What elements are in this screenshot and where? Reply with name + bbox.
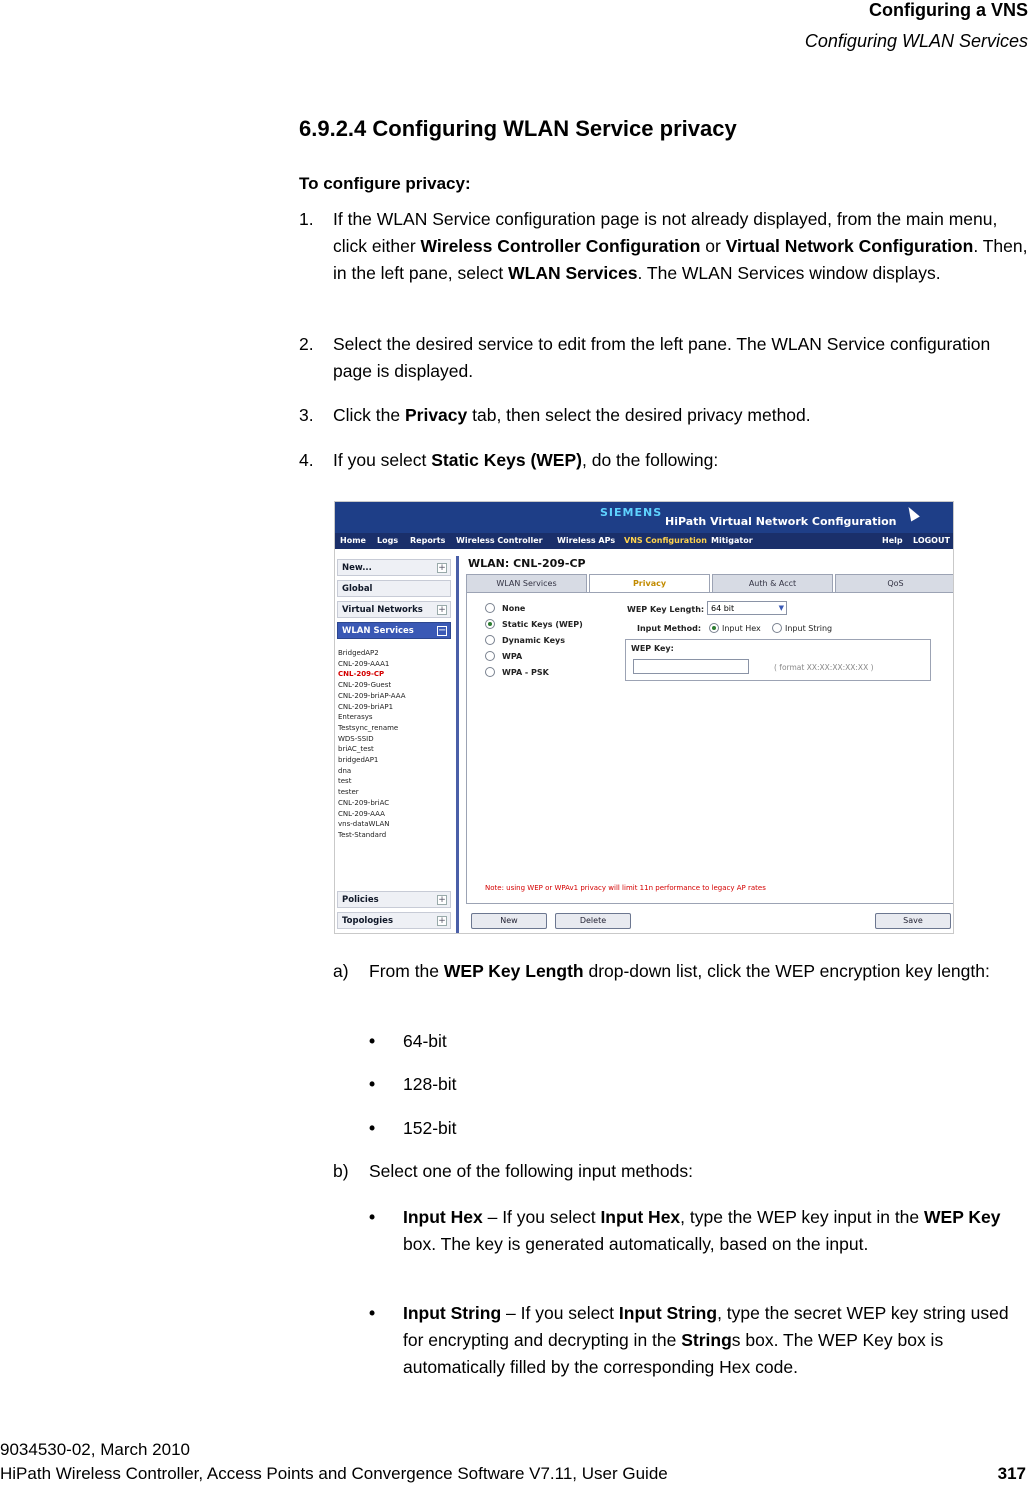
radio-static-keys[interactable] xyxy=(485,619,495,629)
service-item[interactable]: BridgedAP2 xyxy=(338,649,379,657)
nav-wireless-aps[interactable]: Wireless APs xyxy=(557,536,616,545)
app-title: HiPath Virtual Network Configuration xyxy=(665,515,897,528)
expand-icon[interactable]: + xyxy=(438,563,446,573)
tab-wlan-services[interactable]: WLAN Services xyxy=(466,574,587,593)
brand-logo: SIEMENS xyxy=(600,506,663,519)
substep-a xyxy=(333,958,1031,1014)
service-item-selected[interactable]: CNL-209-CP xyxy=(338,670,385,679)
bullet-64bit xyxy=(369,1028,1031,1056)
service-item[interactable]: Test-Standard xyxy=(338,830,387,839)
substep-label: a) xyxy=(333,961,349,981)
service-item[interactable]: briAC_test xyxy=(338,745,374,754)
step-text: If you select Static Keys (WEP), do the following: xyxy=(333,450,719,470)
footer-guide-title: HiPath Wireless Controller, Access Points and Convergence Software V7.11, User Guide xyxy=(0,1464,668,1483)
wep-key-length-select[interactable]: 64 bit ▼ xyxy=(707,601,787,615)
side-virtual-networks[interactable]: Virtual Networks + xyxy=(337,601,451,618)
step-text: If the WLAN Service configuration page is not already displayed, from the main menu, click either Wireless Controller Configuration or Virtual Network Configuration. Then, in the left pane, select WLAN Services. The WLAN Services window displays. xyxy=(333,209,1028,283)
substep-text: From the WEP Key Length drop-down list, click the WEP encryption key length: xyxy=(369,961,990,981)
step-number: 4. xyxy=(299,450,314,470)
bullet-text: Input String – If you select Input String, type the secret WEP key string used for encrypting and decrypting in the Strings box. The WEP Key box is automatically filled by the corresponding Hex code. xyxy=(403,1303,1009,1377)
tab-privacy[interactable]: Privacy xyxy=(589,574,710,593)
step-4 xyxy=(299,447,1031,475)
left-pane xyxy=(335,556,452,934)
radio-wpa-psk[interactable] xyxy=(485,667,495,677)
service-item[interactable]: test xyxy=(338,777,352,786)
bullet-text: 64-bit xyxy=(403,1031,447,1051)
service-item[interactable]: tester xyxy=(338,788,359,797)
wlan-service-list xyxy=(338,648,406,841)
radio-label: Dynamic Keys xyxy=(502,636,566,645)
step-text: Select the desired service to edit from the left pane. The WLAN Service configuration page is displayed. xyxy=(333,334,991,381)
side-new[interactable]: New... + xyxy=(337,559,451,576)
service-item[interactable]: dna xyxy=(338,766,352,775)
app-banner xyxy=(335,502,953,533)
wep-key-input[interactable] xyxy=(633,659,749,674)
service-item[interactable]: WDS-SSID xyxy=(338,734,374,743)
bullet-icon: • xyxy=(369,1118,376,1138)
section-title: 6.9.2.4 Configuring WLAN Service privacy xyxy=(299,116,737,141)
nav-help[interactable]: Help xyxy=(882,536,903,545)
mouse-cursor-icon xyxy=(904,504,920,521)
service-item[interactable]: vns-dataWLAN xyxy=(338,820,390,829)
pane-divider[interactable] xyxy=(456,556,459,934)
service-item[interactable]: Enterasys xyxy=(338,713,373,722)
nav-mitigator[interactable]: Mitigator xyxy=(711,536,753,545)
radio-dynamic-keys[interactable] xyxy=(485,635,495,645)
nav-home[interactable]: Home xyxy=(340,536,366,545)
running-header-subtitle: Configuring WLAN Services xyxy=(804,31,1028,51)
side-global[interactable]: Global xyxy=(337,580,451,597)
tab-auth-acct[interactable]: Auth & Acct xyxy=(712,574,833,593)
tab-qos[interactable]: QoS xyxy=(835,574,954,593)
service-item[interactable]: bridgedAP1 xyxy=(338,756,379,765)
wep-key-label: WEP Key: xyxy=(631,644,674,653)
bullet-input-hex xyxy=(369,1204,1031,1286)
step-1 xyxy=(299,206,1031,316)
bullet-icon: • xyxy=(369,1031,376,1051)
side-policies[interactable]: Policies + xyxy=(337,891,451,908)
step-number: 2. xyxy=(299,334,314,354)
expand-icon[interactable]: + xyxy=(438,916,446,926)
step-number: 1. xyxy=(299,209,314,229)
wep-key-length-label: WEP Key Length: xyxy=(627,605,705,614)
main-menu xyxy=(335,533,953,549)
radio-label: None xyxy=(502,604,526,613)
radio-input-string[interactable] xyxy=(772,623,782,633)
expand-icon[interactable]: + xyxy=(438,605,446,615)
service-item[interactable]: Testsync_rename xyxy=(338,723,399,732)
expand-icon[interactable]: + xyxy=(438,895,446,905)
footer-doc-id: 9034530-02, March 2010 xyxy=(0,1440,190,1459)
bullet-text: 152-bit xyxy=(403,1118,457,1138)
privacy-note: Note: using WEP or WPAv1 privacy will limit 11n performance to legacy AP rates xyxy=(485,884,766,892)
service-item[interactable]: CNL-209-briAP1 xyxy=(338,702,394,711)
page-number: 317 xyxy=(997,1464,1026,1483)
bullet-icon: • xyxy=(369,1074,376,1094)
substep-b xyxy=(333,1158,1031,1186)
step-text: Click the Privacy tab, then select the desired privacy method. xyxy=(333,405,811,425)
procedure-title: To configure privacy: xyxy=(299,174,471,193)
collapse-icon[interactable]: − xyxy=(438,625,447,636)
substep-text: Select one of the following input methods: xyxy=(369,1161,693,1181)
wlan-title: WLAN: CNL-209-CP xyxy=(468,557,586,570)
format-hint: ( format XX:XX:XX:XX:XX ) xyxy=(774,663,874,672)
step-3 xyxy=(299,402,1031,430)
service-item[interactable]: CNL-209-briAP-AAA xyxy=(338,691,406,700)
bullet-text: Input Hex – If you select Input Hex, type the WEP key input in the WEP Key box. The key is generated automatically, based on the input. xyxy=(403,1207,1001,1254)
radio-label: Static Keys (WEP) xyxy=(502,620,583,629)
bullet-icon: • xyxy=(369,1303,376,1323)
service-item[interactable]: CNL-209-AAA xyxy=(338,809,385,818)
radio-wpa[interactable] xyxy=(485,651,495,661)
side-wlan-services[interactable]: WLAN Services − xyxy=(337,622,451,639)
radio-input-hex[interactable] xyxy=(709,623,719,633)
delete-button[interactable]: Delete xyxy=(555,913,631,929)
nav-logs[interactable]: Logs xyxy=(377,536,399,545)
radio-label: Input String xyxy=(785,624,833,633)
nav-vns-configuration[interactable]: VNS Configuration xyxy=(624,536,707,545)
save-button[interactable]: Save xyxy=(875,913,951,929)
radio-label: WPA xyxy=(502,652,523,661)
bullet-input-string xyxy=(369,1300,1031,1382)
new-button[interactable]: New xyxy=(471,913,547,929)
radio-label: Input Hex xyxy=(722,624,761,633)
wlan-privacy-screenshot xyxy=(334,501,954,934)
input-method-label: Input Method: xyxy=(637,624,702,633)
tab-bar xyxy=(466,574,954,593)
bullet-icon: • xyxy=(369,1207,376,1227)
chevron-down-icon: ▼ xyxy=(778,604,784,612)
service-item[interactable]: CNL-209-briAC xyxy=(338,798,390,807)
bullet-text: 128-bit xyxy=(403,1074,457,1094)
nav-wireless-controller[interactable]: Wireless Controller xyxy=(456,536,543,545)
bullet-128bit xyxy=(369,1071,1031,1099)
radio-label: WPA - PSK xyxy=(502,668,549,677)
service-item[interactable]: CNL-209-Guest xyxy=(338,681,392,690)
step-2 xyxy=(299,331,1031,387)
nav-reports[interactable]: Reports xyxy=(410,536,446,545)
substep-label: b) xyxy=(333,1161,349,1181)
side-topologies[interactable]: Topologies + xyxy=(337,912,451,929)
service-item[interactable]: CNL-209-AAA1 xyxy=(338,659,390,668)
radio-none[interactable] xyxy=(485,603,495,613)
running-header-title: Configuring a VNS xyxy=(869,0,1028,20)
bullet-152bit xyxy=(369,1115,1031,1143)
step-number: 3. xyxy=(299,405,314,425)
nav-logout[interactable]: LOGOUT xyxy=(913,536,950,545)
